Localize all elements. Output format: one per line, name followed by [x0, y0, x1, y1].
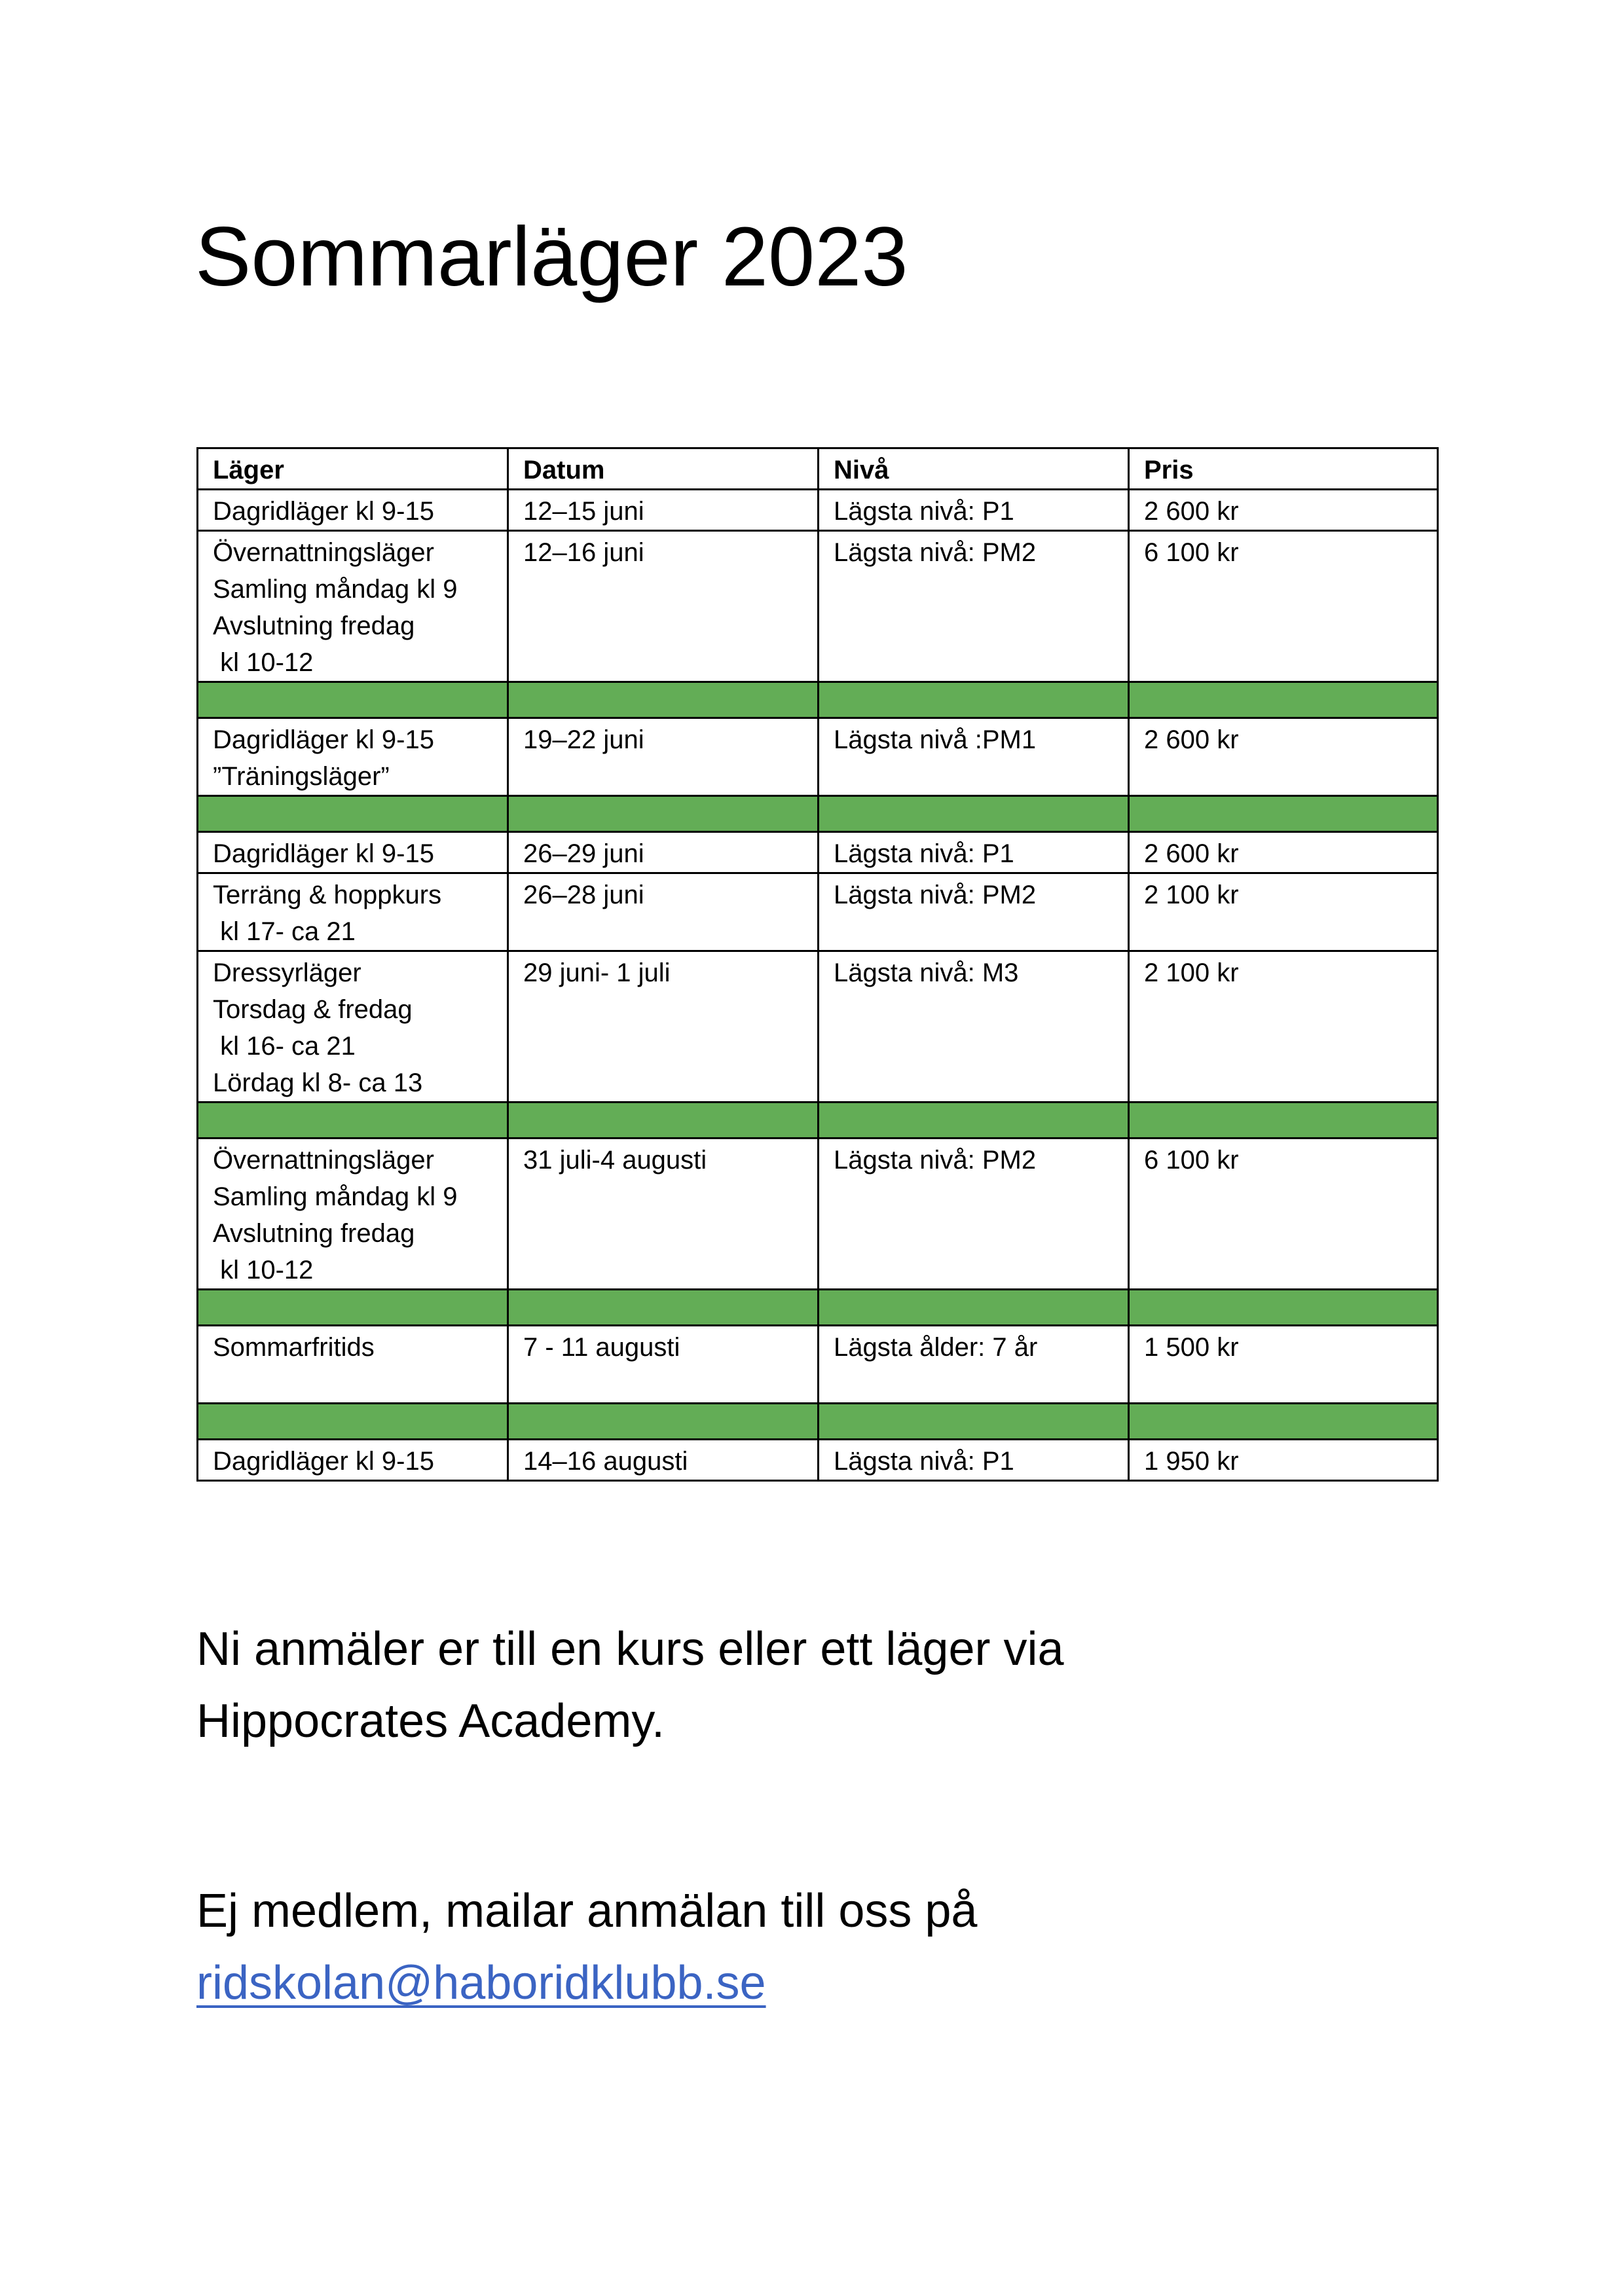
cell-niva [819, 490, 1129, 531]
table-row [198, 832, 1438, 873]
cell-text: Dagridläger kl 9-15 [213, 1447, 434, 1476]
cell-niva [819, 531, 1129, 682]
table-row [198, 718, 1438, 796]
table-row [198, 531, 1438, 682]
table-row [198, 1139, 1438, 1290]
separator-cell [1129, 1102, 1438, 1139]
table-header-row [198, 448, 1438, 490]
cell-pris [1129, 531, 1438, 682]
cell-datum [508, 1139, 819, 1290]
cell-datum [508, 718, 819, 796]
column-header-datum: Datum [508, 448, 819, 490]
cell-text: 6 100 kr [1144, 538, 1239, 567]
cell-text: Lägsta nivå: PM2 [834, 538, 1037, 567]
cell-text: Lägsta nivå: PM2 [834, 1146, 1037, 1175]
separator-cell [198, 1404, 508, 1440]
cell-niva [819, 1440, 1129, 1481]
cell-text: Övernattningsläger [213, 1146, 434, 1175]
cell-text: 2 600 kr [1144, 839, 1239, 868]
column-header-pris: Pris [1129, 448, 1438, 490]
cell-text: Lägsta nivå: P1 [834, 497, 1014, 526]
separator-row [198, 796, 1438, 832]
cell-text: Lägsta nivå: PM2 [834, 881, 1037, 909]
separator-row [198, 1404, 1438, 1440]
table-row [198, 951, 1438, 1102]
cell-text: 26–28 juni [523, 881, 644, 909]
separator-cell [819, 1290, 1129, 1326]
cell-text [213, 1366, 507, 1402]
table-row [198, 1440, 1438, 1481]
cell-lager [198, 531, 508, 682]
column-header-lager: Läger [198, 448, 508, 490]
registration-info [196, 1613, 1064, 1757]
cell-text: kl 10-12 [213, 648, 314, 677]
cell-text: Samling måndag kl 9 [213, 575, 458, 604]
cell-pris [1129, 951, 1438, 1102]
cell-text: Dagridläger kl 9-15 [213, 839, 434, 868]
cell-text: 2 100 kr [1144, 881, 1239, 909]
separator-cell [1129, 682, 1438, 718]
separator-cell [508, 1102, 819, 1139]
table-row [198, 873, 1438, 951]
separator-cell [819, 682, 1129, 718]
cell-datum [508, 1326, 819, 1404]
cell-text: 12–15 juni [523, 497, 644, 526]
cell-text: kl 16- ca 21 [213, 1032, 356, 1061]
cell-pris [1129, 1326, 1438, 1404]
separator-cell [508, 1290, 819, 1326]
camp-schedule-table [196, 447, 1439, 1482]
cell-text: Avslutning fredag [213, 611, 415, 640]
cell-text: kl 10-12 [213, 1256, 314, 1285]
cell-datum [508, 951, 819, 1102]
separator-cell [198, 1102, 508, 1139]
separator-row [198, 1290, 1438, 1326]
cell-pris [1129, 1139, 1438, 1290]
cell-pris [1129, 718, 1438, 796]
cell-text: 2 100 kr [1144, 958, 1239, 987]
email-line [196, 1947, 977, 2019]
non-member-line: Ej medlem, mailar anmälan till oss på [196, 1885, 978, 1937]
cell-lager [198, 718, 508, 796]
cell-text: 29 juni- 1 juli [523, 958, 671, 987]
cell-text: Samling måndag kl 9 [213, 1182, 458, 1211]
cell-pris [1129, 832, 1438, 873]
cell-text: 19–22 juni [523, 725, 644, 754]
cell-text: Sommarfritids [213, 1333, 375, 1362]
cell-lager [198, 1139, 508, 1290]
cell-text: Lägsta nivå: P1 [834, 1447, 1014, 1476]
cell-pris [1129, 1440, 1438, 1481]
cell-text: Avslutning fredag [213, 1219, 415, 1248]
cell-lager [198, 1440, 508, 1481]
cell-text: 31 juli-4 augusti [523, 1146, 707, 1175]
cell-lager [198, 873, 508, 951]
cell-pris [1129, 873, 1438, 951]
cell-datum [508, 1440, 819, 1481]
separator-cell [819, 1102, 1129, 1139]
column-header-niva: Nivå [819, 448, 1129, 490]
separator-cell [198, 1290, 508, 1326]
separator-row [198, 1102, 1438, 1139]
cell-text: Lägsta nivå: M3 [834, 958, 1019, 987]
cell-text: kl 17- ca 21 [213, 917, 356, 946]
cell-text: 1 500 kr [1144, 1333, 1239, 1362]
cell-text: 2 600 kr [1144, 497, 1239, 526]
email-link[interactable]: ridskolan@haboridklubb.se [196, 1957, 766, 2009]
cell-text: 1 950 kr [1144, 1447, 1239, 1476]
cell-niva [819, 718, 1129, 796]
separator-cell [819, 796, 1129, 832]
cell-text: Terräng & hoppkurs [213, 881, 442, 909]
cell-text: Lägsta ålder: 7 år [834, 1333, 1038, 1362]
cell-text: Torsdag & fredag [213, 995, 413, 1024]
non-member-info [196, 1875, 977, 2019]
cell-text: Övernattningsläger [213, 538, 434, 567]
cell-text: Dagridläger kl 9-15 [213, 725, 434, 754]
cell-text: 14–16 augusti [523, 1447, 688, 1476]
separator-cell [198, 682, 508, 718]
cell-niva [819, 832, 1129, 873]
cell-lager [198, 832, 508, 873]
page-title: Sommarläger 2023 [195, 210, 908, 304]
cell-datum [508, 490, 819, 531]
separator-cell [198, 796, 508, 832]
separator-cell [819, 1404, 1129, 1440]
separator-cell [1129, 796, 1438, 832]
cell-text: 7 - 11 augusti [523, 1333, 680, 1362]
separator-cell [508, 682, 819, 718]
cell-text: Lägsta nivå :PM1 [834, 725, 1037, 754]
cell-text: 26–29 juni [523, 839, 644, 868]
cell-niva [819, 1139, 1129, 1290]
cell-pris [1129, 490, 1438, 531]
cell-text: Lägsta nivå: P1 [834, 839, 1014, 868]
cell-text: 12–16 juni [523, 538, 644, 567]
cell-text: 2 600 kr [1144, 725, 1239, 754]
cell-niva [819, 1326, 1129, 1404]
registration-line-1: Ni anmäler er till en kurs eller ett läger via [196, 1623, 1064, 1675]
cell-text: 6 100 kr [1144, 1146, 1239, 1175]
separator-row [198, 682, 1438, 718]
separator-cell [508, 1404, 819, 1440]
cell-lager [198, 1326, 508, 1404]
cell-lager [198, 490, 508, 531]
cell-text: ”Träningsläger” [213, 762, 390, 791]
separator-cell [1129, 1290, 1438, 1326]
cell-lager [198, 951, 508, 1102]
table-row [198, 490, 1438, 531]
cell-text: Lördag kl 8- ca 13 [213, 1068, 423, 1097]
cell-text: Dressyrläger [213, 958, 361, 987]
cell-text: Dagridläger kl 9-15 [213, 497, 434, 526]
cell-niva [819, 951, 1129, 1102]
registration-line-2: Hippocrates Academy. [196, 1695, 665, 1747]
cell-datum [508, 873, 819, 951]
cell-datum [508, 832, 819, 873]
table-row [198, 1326, 1438, 1404]
cell-datum [508, 531, 819, 682]
table-body [198, 490, 1438, 1481]
separator-cell [508, 796, 819, 832]
cell-niva [819, 873, 1129, 951]
separator-cell [1129, 1404, 1438, 1440]
